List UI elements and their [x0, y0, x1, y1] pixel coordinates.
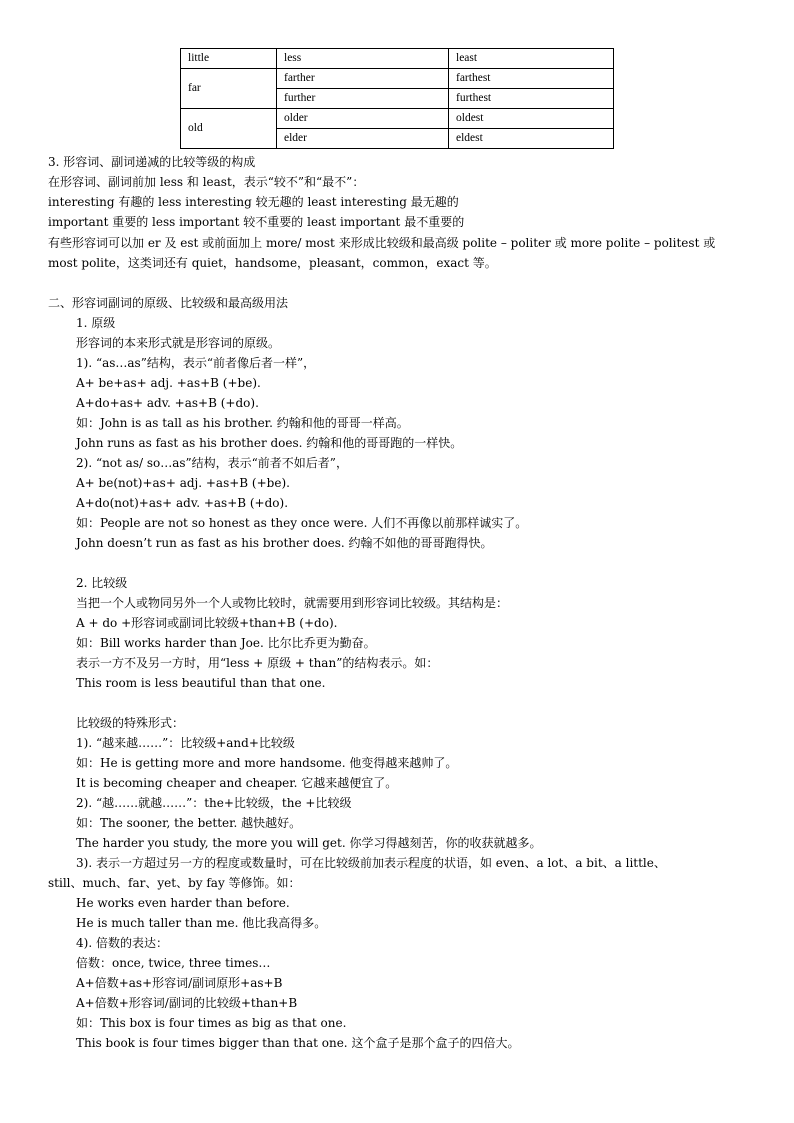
text-line: important 重要的 less important 较不重要的 least important 最不重要的	[48, 215, 465, 229]
table-cell: least	[449, 49, 614, 69]
text-line: John runs as fast as his brother does. 约翰和他的哥哥跑的一样快。	[76, 436, 463, 450]
table-row	[181, 49, 614, 69]
table-cell: eldest	[449, 129, 614, 149]
text-line: 如：The sooner, the better. 越快越好。	[76, 816, 302, 830]
table-cell: old	[181, 109, 277, 149]
text-line: 在形容词、副词前加 less 和 least，表示“较不”和“最不”：	[48, 175, 365, 189]
text-line: 2). “not as/ so…as”结构，表示“前者不如后者”，	[76, 456, 348, 470]
text-line: A+ be+as+ adj. +as+B (+be).	[76, 376, 261, 390]
text-line: 如：John is as tall as his brother. 约翰和他的哥哥一样高。	[76, 416, 409, 430]
table-cell: less	[277, 49, 449, 69]
table-cell: farthest	[449, 69, 614, 89]
text-line: 表示一方不及另一方时，用“less + 原级 + than”的结构表示。如：	[76, 656, 439, 670]
text-line: He works even harder than before.	[76, 896, 290, 910]
text-line: John doesn’t run as fast as his brother does. 约翰不如他的哥哥跑得快。	[76, 536, 493, 550]
text-line: He is much taller than me. 他比我高得多。	[76, 916, 327, 930]
text-line: 形容词的本来形式就是形容词的原级。	[76, 336, 281, 350]
comparison-forms-table	[180, 48, 614, 149]
text-line: 如：This box is four times as big as that one.	[76, 1016, 347, 1030]
text-line: 当把一个人或物同另外一个人或物比较时，就需要用到形容词比较级。其结构是：	[76, 596, 509, 610]
table-cell: elder	[277, 129, 449, 149]
table-cell: oldest	[449, 109, 614, 129]
table-cell: far	[181, 69, 277, 109]
text-line: still、much、far、yet、by fay 等修饰。如：	[48, 876, 301, 890]
text-line: 有些形容词可以加 er 及 est 或前面加上 more/ most 来形成比较级和最高级 polite – politer 或 more polite – politest 或	[48, 236, 716, 250]
text-line: This book is four times bigger than that one. 这个盒子是那个盒子的四倍大。	[76, 1036, 520, 1050]
subsection-heading: 1. 原级	[76, 316, 116, 330]
section-heading: 二、形容词副词的原级、比较级和最高级用法	[48, 296, 289, 310]
table-cell: furthest	[449, 89, 614, 109]
text-line: 3). 表示一方超过另一方的程度或数量时，可在比较级前加表示程度的状语，如 even、a lot、a bit、a little、	[76, 856, 666, 870]
table-cell: little	[181, 49, 277, 69]
table-row	[181, 69, 614, 89]
text-line: 2). “越……就越……”：the+比较级，the +比较级	[76, 796, 352, 810]
text-line: 4). 倍数的表达：	[76, 936, 168, 950]
text-line: 如：People are not so honest as they once were. 人们不再像以前那样诚实了。	[76, 516, 528, 530]
text-line: The harder you study, the more you will get. 你学习得越刻苦，你的收获就越多。	[76, 836, 542, 850]
text-line: A+倍数+as+形容词/副词原形+as+B	[76, 976, 283, 990]
text-line: 如：Bill works harder than Joe. 比尔比乔更为勤奋。	[76, 636, 376, 650]
table-cell: further	[277, 89, 449, 109]
text-line: 倍数：once, twice, three times…	[76, 956, 271, 970]
text-line: 比较级的特殊形式：	[76, 716, 185, 730]
text-line: This room is less beautiful than that one.	[76, 676, 326, 690]
table-cell: older	[277, 109, 449, 129]
text-line: It is becoming cheaper and cheaper. 它越来越便宜了。	[76, 776, 398, 790]
text-line: interesting 有趣的 less interesting 较无趣的 least interesting 最无趣的	[48, 195, 459, 209]
text-line: most polite，这类词还有 quiet，handsome，pleasant，common，exact 等。	[48, 256, 497, 270]
text-line: 1). “越来越……”：比较级+and+比较级	[76, 736, 295, 750]
text-line: A+do+as+ adv. +as+B (+do).	[76, 396, 259, 410]
section-heading: 3. 形容词、副词递减的比较等级的构成	[48, 155, 256, 169]
text-line: A+倍数+形容词/副词的比较级+than+B	[76, 996, 298, 1010]
table-cell: farther	[277, 69, 449, 89]
text-line: 如：He is getting more and more handsome. 他变得越来越帅了。	[76, 756, 458, 770]
table-row	[181, 109, 614, 129]
subsection-heading: 2. 比较级	[76, 576, 128, 590]
text-line: A+ be(not)+as+ adj. +as+B (+be).	[76, 476, 290, 490]
text-line: A + do +形容词或副词比较级+than+B (+do).	[76, 616, 338, 630]
text-line: A+do(not)+as+ adv. +as+B (+do).	[76, 496, 289, 510]
text-line: 1). “as…as”结构，表示“前者像后者一样”，	[76, 356, 316, 370]
